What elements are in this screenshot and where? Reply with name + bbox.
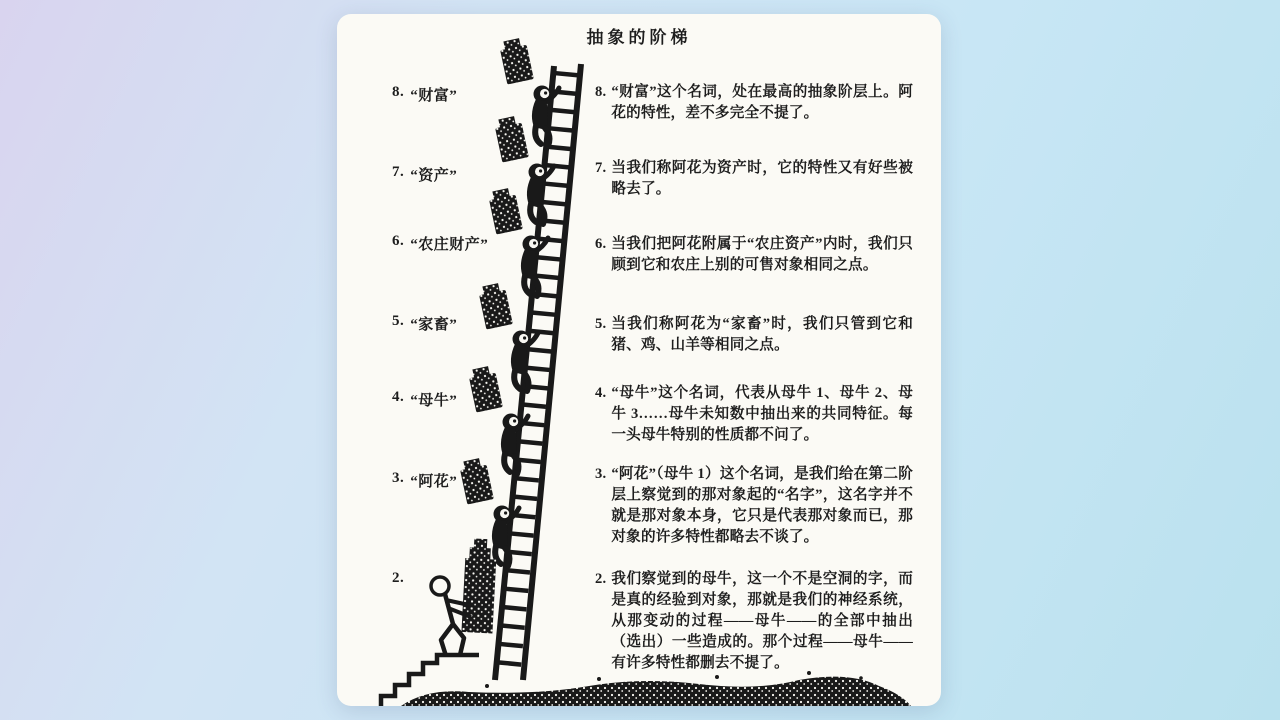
level-text: “母牛”这个名词，代表从母牛 1、母牛 2、母牛 3……母牛未知数中抽出来的共同特征。每一头母牛特别的性质都不问了。: [611, 385, 913, 443]
level-number: 6.: [392, 233, 405, 249]
level-text: 当我们称阿花为资产时，它的特性又有好些被略去了。: [611, 160, 913, 197]
level-text: 当我们把阿花附属于“农庄资产”内时，我们只顾到它和农庄上别的可售对象相同之点。: [611, 236, 913, 273]
level-number: 8.: [392, 84, 405, 100]
ground: [401, 677, 911, 706]
level-text: 我们察觉到的母牛，这一个不是空洞的字，而是真的经验到对象，那就是我们的神经系统，从那变动的过程——母牛——的全部中抽出（选出）一些造成的。那个过程——母牛——有许多特性都删去不提了。: [611, 571, 913, 671]
level-number: 2.: [595, 571, 607, 587]
level-term: “财富”: [410, 88, 458, 104]
level-label-4: [392, 389, 457, 410]
level-desc-2: [595, 569, 913, 674]
level-label-2: [392, 570, 410, 587]
level-number: 6.: [595, 236, 607, 252]
scanned-book-page: [337, 14, 941, 706]
level-term: “农庄财产”: [410, 237, 489, 253]
man-on-stairs: [431, 538, 497, 656]
level-label-6: [392, 233, 488, 254]
level-desc-5: [595, 314, 913, 356]
level-text: “财富”这个名词，处在最高的抽象阶层上。阿花的特性，差不多完全不提了。: [611, 84, 913, 121]
level-text: “阿花”（母牛 1）这个名词，是我们给在第二阶层上察觉到的那对象起的“名字”，这名字并不就是那对象本身，它只是代表那对象而已，那对象的许多特性都略去不谈了。: [611, 466, 913, 545]
level-label-7: [392, 164, 457, 185]
level-text: 当我们称阿花为“家畜”时，我们只管到它和猪、鸡、山羊等相同之点。: [611, 316, 913, 353]
level-desc-6: [595, 234, 913, 276]
level-desc-7: [595, 158, 913, 200]
level-desc-8: [595, 82, 913, 124]
level-label-8: [392, 84, 457, 105]
level-number: 4.: [392, 389, 405, 405]
level-label-5: [392, 313, 457, 334]
level-term: “阿花”: [410, 474, 458, 490]
level-number: 3.: [392, 470, 405, 486]
level-number: 5.: [595, 316, 607, 332]
level-number: 3.: [595, 466, 607, 482]
level-label-3: [392, 470, 457, 491]
level-number: 7.: [392, 164, 405, 180]
level-number: 5.: [392, 313, 405, 329]
level-number: 2.: [392, 570, 405, 586]
level-number: 8.: [595, 84, 607, 100]
level-term: “家畜”: [410, 317, 458, 333]
page-title: 抽象的阶梯: [586, 28, 692, 47]
level-number: 7.: [595, 160, 607, 176]
level-term: “资产”: [410, 168, 458, 184]
level-desc-3: [595, 464, 913, 548]
level-desc-4: [595, 383, 913, 446]
level-number: 4.: [595, 385, 607, 401]
level-term: “母牛”: [410, 393, 458, 409]
